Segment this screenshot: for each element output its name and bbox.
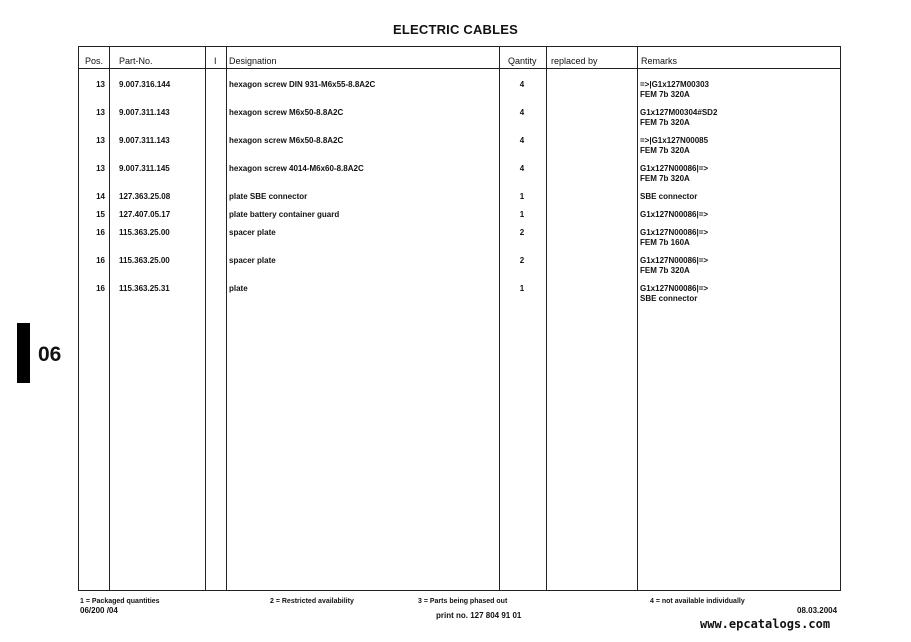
header-replaced-by: replaced by [551,56,598,66]
website-watermark: www.epcatalogs.com [700,617,831,631]
cell-quantity: 2 [519,228,525,237]
table-row [79,108,840,136]
header-indicator: I [214,56,217,66]
table-row [79,136,840,164]
cell-pos: 15 [96,210,105,219]
remarks-line-1: G1x127N00086|=> [640,284,709,293]
cell-designation: hexagon screw 4014-M6x60-8.8A2C [229,164,364,173]
remarks-line-1: =>|G1x127M00303 [640,80,709,89]
header-quantity: Qantity [508,56,537,66]
cell-designation: hexagon screw M6x50-8.8A2C [229,136,344,145]
cell-part-no: 127.363.25.08 [119,192,171,201]
cell-quantity: 1 [519,284,525,293]
page-title: ELECTRIC CABLES [392,22,519,37]
legend-packaged: 1 = Packaged quantities [80,598,160,605]
remarks-line-1: G1x127N00086|=> [640,256,709,265]
remarks-line-2: FEM 7b 160A [640,238,690,247]
cell-part-no: 115.363.25.00 [119,228,170,237]
cell-remarks [640,108,717,128]
cell-quantity: 4 [519,108,525,117]
header-pos: Pos. [85,56,104,66]
cell-designation: hexagon screw DIN 931-M6x55-8.8A2C [229,80,376,89]
header-divider [79,68,840,69]
cell-pos: 14 [96,192,105,201]
cell-remarks: SBE connector [640,192,698,201]
header-part-no: Part-No. [119,56,153,66]
cell-quantity: 2 [519,256,525,265]
section-tab-marker [17,323,30,383]
legend-phased-out: 3 = Parts being phased out [418,598,508,605]
cell-designation: spacer plate [229,228,276,237]
cell-part-no: 9.007.311.143 [119,108,170,117]
cell-part-no: 115.363.25.00 [119,256,170,265]
parts-table [78,46,841,591]
cell-part-no: 115.363.25.31 [119,284,170,293]
cell-part-no: 127.407.05.17 [119,210,171,219]
cell-remarks [640,136,708,156]
remarks-line-2: FEM 7b 320A [640,118,690,127]
cell-pos: 16 [96,228,105,237]
cell-designation: hexagon screw M6x50-8.8A2C [229,108,344,117]
remarks-line-2: FEM 7b 320A [640,174,690,183]
header-remarks: Remarks [641,56,678,66]
header-designation: Designation [229,56,277,66]
cell-pos: 13 [96,136,105,145]
remarks-line-2: SBE connector [640,294,698,303]
table-row [79,192,840,210]
cell-part-no: 9.007.311.145 [119,164,170,173]
edition-code: 06/200 /04 [80,606,118,615]
remarks-line-1: G1x127M00304#SD2 [640,108,718,117]
cell-remarks [640,164,708,184]
cell-quantity: 4 [519,80,525,89]
remarks-line-1: G1x127N00086|=> [640,164,709,173]
cell-remarks [640,80,709,100]
table-row [79,210,840,228]
table-row [79,284,840,312]
legend-restricted: 2 = Restricted availability [270,598,354,605]
remarks-line-2: FEM 7b 320A [640,146,690,155]
remarks-line-2: FEM 7b 320A [640,90,690,99]
print-number: print no. 127 804 91 01 [436,611,522,620]
section-tab-number: 06 [38,343,62,366]
table-row [79,256,840,284]
cell-remarks [640,256,708,276]
cell-pos: 16 [96,284,105,293]
table-row [79,164,840,192]
cell-quantity: 4 [519,164,525,173]
cell-part-no: 9.007.316.144 [119,80,171,89]
cell-remarks: G1x127N00086|=> [640,210,709,219]
cell-remarks [640,284,708,304]
cell-quantity: 4 [519,136,525,145]
cell-designation: spacer plate [229,256,276,265]
cell-remarks [640,228,708,248]
cell-quantity: 1 [519,192,525,201]
remarks-line-1: =>|G1x127N00085 [640,136,709,145]
cell-part-no: 9.007.311.143 [119,136,170,145]
cell-pos: 16 [96,256,105,265]
legend-not-individual: 4 = not available individually [650,598,745,605]
remarks-line-2: FEM 7b 320A [640,266,690,275]
cell-designation: plate [229,284,248,293]
cell-designation: plate battery container guard [229,210,340,219]
remarks-line-1: G1x127N00086|=> [640,228,709,237]
table-row [79,228,840,256]
cell-designation: plate SBE connector [229,192,308,201]
cell-pos: 13 [96,164,105,173]
table-row [79,80,840,108]
table-body [79,80,840,312]
print-date: 08.03.2004 [797,606,838,615]
cell-pos: 13 [96,80,105,89]
cell-pos: 13 [96,108,105,117]
cell-quantity: 1 [519,210,525,219]
